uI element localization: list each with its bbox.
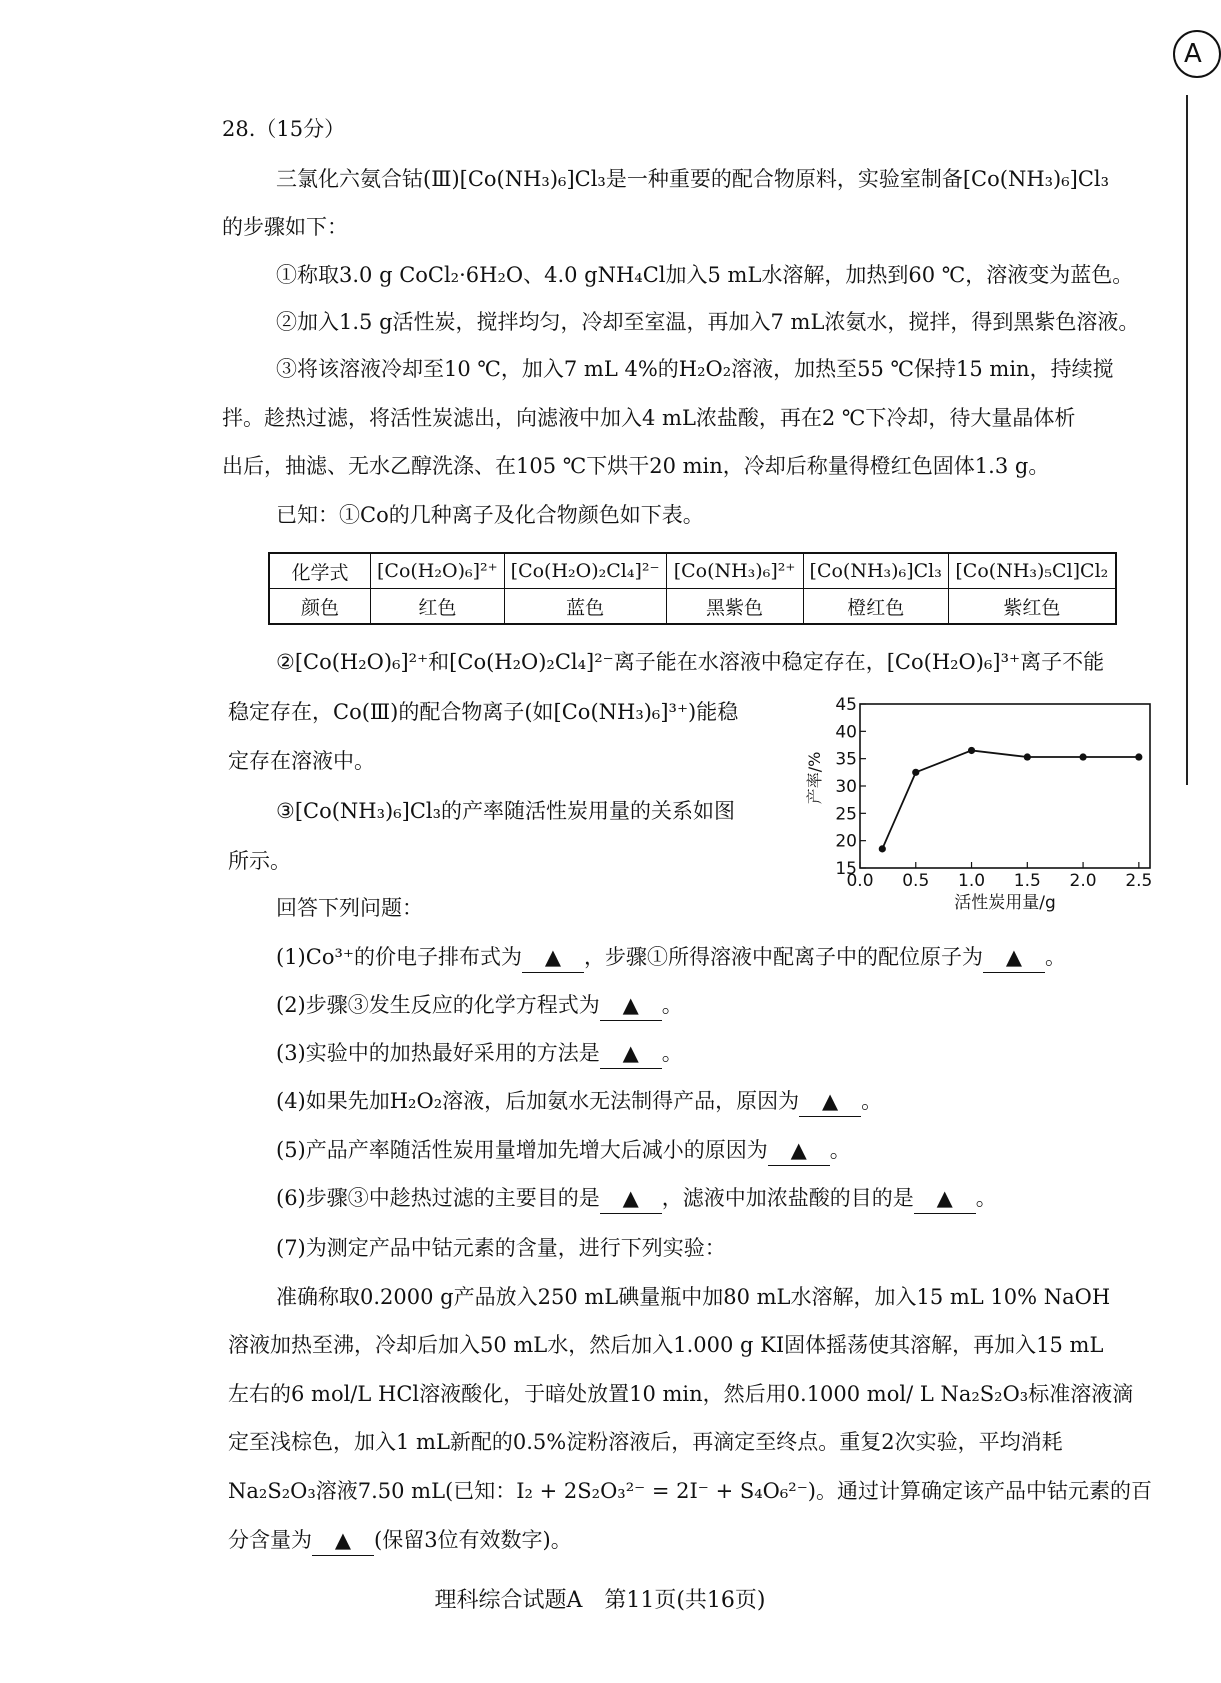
y-tick-label: 20 [835, 831, 857, 852]
table-cell: [Co(NH₃)₆]²⁺ [666, 553, 803, 589]
question-7-para-2: 溶液加热至沸，冷却后加入50 mL水，然后加入1.000 g KI固体摇荡使其溶解，再加入15 mL [228, 1333, 1104, 1357]
question-6-text-b: ，滤液中加浓盐酸的目的是 [661, 1186, 914, 1210]
intro-line-1: 三氯化六氨合钴(Ⅲ)[Co(NH₃)₆]Cl₃是一种重要的配合物原料，实验室制备[Co(NH₃)₆]Cl₃ [276, 167, 1110, 191]
answer-blank-6a[interactable]: ▲ [600, 1183, 662, 1214]
table-row [269, 553, 1116, 589]
data-point [1079, 753, 1086, 760]
answer-blank-3[interactable]: ▲ [600, 1038, 662, 1069]
question-2-text-a: (2)步骤③发生反应的化学方程式为 [276, 993, 600, 1017]
question-6-text-c: 。 [975, 1186, 997, 1210]
intro-line-2: 的步骤如下： [222, 215, 348, 239]
known-3-line-2: 所示。 [228, 849, 291, 873]
question-1-text-b: ，步骤①所得溶液中配离子中的配位原子为 [583, 945, 983, 969]
binding-rule [1186, 95, 1188, 785]
data-point [1024, 753, 1031, 760]
table-cell: [Co(H₂O)₂Cl₄]²⁻ [504, 553, 666, 589]
table-cell: 橙红色 [803, 589, 948, 625]
color-table [268, 552, 1117, 625]
answer-blank-2[interactable]: ▲ [600, 990, 662, 1021]
data-point [968, 747, 975, 754]
y-tick-label: 30 [835, 777, 857, 797]
y-axis-label: 产率/% [805, 751, 824, 805]
known-3-line-1: ③[Co(NH₃)₆]Cl₃的产率随活性炭用量的关系如图 [276, 799, 736, 823]
answer-blank-1a[interactable]: ▲ [522, 942, 584, 973]
questions-prompt: 回答下列问题： [276, 896, 423, 920]
question-5-text-b: 。 [829, 1138, 851, 1162]
question-2 [276, 990, 683, 1021]
paper-version-mark: A [1173, 30, 1221, 78]
table-cell: 紫红色 [948, 589, 1116, 625]
x-axis-label: 活性炭用量/g [954, 893, 1056, 913]
known-2-line-3: 定存在溶液中。 [228, 749, 375, 773]
question-7-para-3: 左右的6 mol/L HCl溶液酸化，于暗处放置10 min，然后用0.1000 mol/ L Na₂S₂O₃标准溶液滴 [228, 1382, 1134, 1406]
table-cell: 颜色 [269, 589, 371, 625]
question-header: 28.（15分） [222, 117, 346, 141]
y-tick-label: 35 [835, 749, 857, 770]
question-7-para-5: Na₂S₂O₃溶液7.50 mL(已知：I₂ + 2S₂O₃²⁻ = 2I⁻ + S₄O₆²⁻)。通过计算确定该产品中钴元素的百 [228, 1479, 1152, 1503]
question-7: (7)为测定产品中钴元素的含量，进行下列实验： [276, 1236, 726, 1260]
question-7-para-4: 定至浅棕色，加入1 mL新配的0.5%淀粉溶液后，再滴定至终点。重复2次实验，平均消耗 [228, 1430, 1063, 1454]
question-7-text-a: 分含量为 [228, 1528, 312, 1552]
table-cell: [Co(H₂O)₆]²⁺ [371, 553, 505, 589]
question-3 [276, 1038, 683, 1069]
table-cell: 红色 [371, 589, 505, 625]
data-point [1135, 753, 1142, 760]
question-4-text-a: (4)如果先加H₂O₂溶液，后加氨水无法制得产品，原因为 [276, 1089, 800, 1113]
x-tick-label: 0.5 [902, 871, 930, 891]
question-7-para-1: 准确称取0.2000 g产品放入250 mL碘量瓶中加80 mL水溶解，加入15 mL 10% NaOH [276, 1285, 1111, 1309]
x-tick-label: 2.5 [1125, 871, 1153, 891]
question-6 [276, 1183, 997, 1214]
known-2-line-2: 稳定存在，Co(Ⅲ)的配合物离子(如[Co(NH₃)₆]³⁺)能稳 [228, 700, 739, 724]
answer-blank-4[interactable]: ▲ [799, 1086, 861, 1117]
question-1 [276, 942, 1066, 973]
y-tick-label: 45 [835, 695, 857, 715]
question-4 [276, 1086, 882, 1117]
answer-blank-1b[interactable]: ▲ [983, 942, 1045, 973]
step-3-line-2: 拌。趁热过滤，将活性炭滤出，向滤液中加入4 mL浓盐酸，再在2 ℃下冷却，待大量晶体析 [222, 406, 1076, 430]
yield-series-line [882, 750, 1139, 848]
y-tick-label: 15 [835, 859, 857, 879]
step-3-line-1: ③将该溶液冷却至10 ℃，加入7 mL 4%的H₂O₂溶液，加热至55 ℃保持15 min，持续搅 [276, 357, 1114, 381]
table-cell: 蓝色 [504, 589, 666, 625]
x-tick-label: 1.0 [958, 871, 986, 891]
step-2: ②加入1.5 g活性炭，搅拌均匀，冷却至室温，再加入7 mL浓氨水，搅拌，得到黑紫色溶液。 [276, 310, 1140, 334]
yield-chart [806, 692, 1166, 928]
table-row [269, 589, 1116, 625]
answer-blank-6b[interactable]: ▲ [914, 1183, 976, 1214]
x-tick-label: 2.0 [1069, 871, 1097, 891]
question-2-text-b: 。 [661, 993, 683, 1017]
answer-blank-7[interactable]: ▲ [312, 1525, 374, 1556]
question-5-text-a: (5)产品产率随活性炭用量增加先增大后减小的原因为 [276, 1138, 768, 1162]
data-point [879, 845, 886, 852]
y-tick-label: 25 [835, 804, 857, 825]
step-1: ①称取3.0 g CoCl₂·6H₂O、4.0 gNH₄Cl加入5 mL水溶解，加热到60 ℃，溶液变为蓝色。 [276, 263, 1134, 287]
question-3-text-b: 。 [661, 1041, 683, 1065]
question-7-para-6 [228, 1525, 572, 1556]
x-tick-label: 1.5 [1013, 871, 1041, 891]
question-3-text-a: (3)实验中的加热最好采用的方法是 [276, 1041, 600, 1065]
step-3-line-3: 出后，抽滤、无水乙醇洗涤、在105 ℃下烘干20 min，冷却后称量得橙红色固体1.3 g。 [222, 454, 1050, 478]
table-cell: 黑紫色 [666, 589, 803, 625]
y-tick-label: 40 [835, 722, 857, 743]
known-1: 已知：①Co的几种离子及化合物颜色如下表。 [276, 503, 704, 527]
answer-blank-5[interactable]: ▲ [768, 1135, 830, 1166]
question-6-text-a: (6)步骤③中趁热过滤的主要目的是 [276, 1186, 600, 1210]
question-1-text-c: 。 [1044, 945, 1066, 969]
page-footer: 理科综合试题A 第11页(共16页) [434, 1588, 766, 1613]
question-5 [276, 1135, 851, 1166]
table-cell: [Co(NH₃)₅Cl]Cl₂ [948, 553, 1116, 589]
plot-frame [860, 704, 1150, 868]
data-point [912, 769, 919, 776]
question-1-text-a: (1)Co³⁺的价电子排布式为 [276, 945, 522, 969]
question-4-text-b: 。 [861, 1089, 883, 1113]
x-tick-label: 0.0 [846, 871, 874, 891]
table-cell: [Co(NH₃)₆]Cl₃ [803, 553, 948, 589]
question-7-text-b: (保留3位有效数字)。 [374, 1528, 572, 1552]
table-cell: 化学式 [269, 553, 371, 589]
known-2-line-1: ②[Co(H₂O)₆]²⁺和[Co(H₂O)₂Cl₄]²⁻离子能在水溶液中稳定存在，[Co(H₂O)₆]³⁺离子不能 [276, 650, 1105, 674]
